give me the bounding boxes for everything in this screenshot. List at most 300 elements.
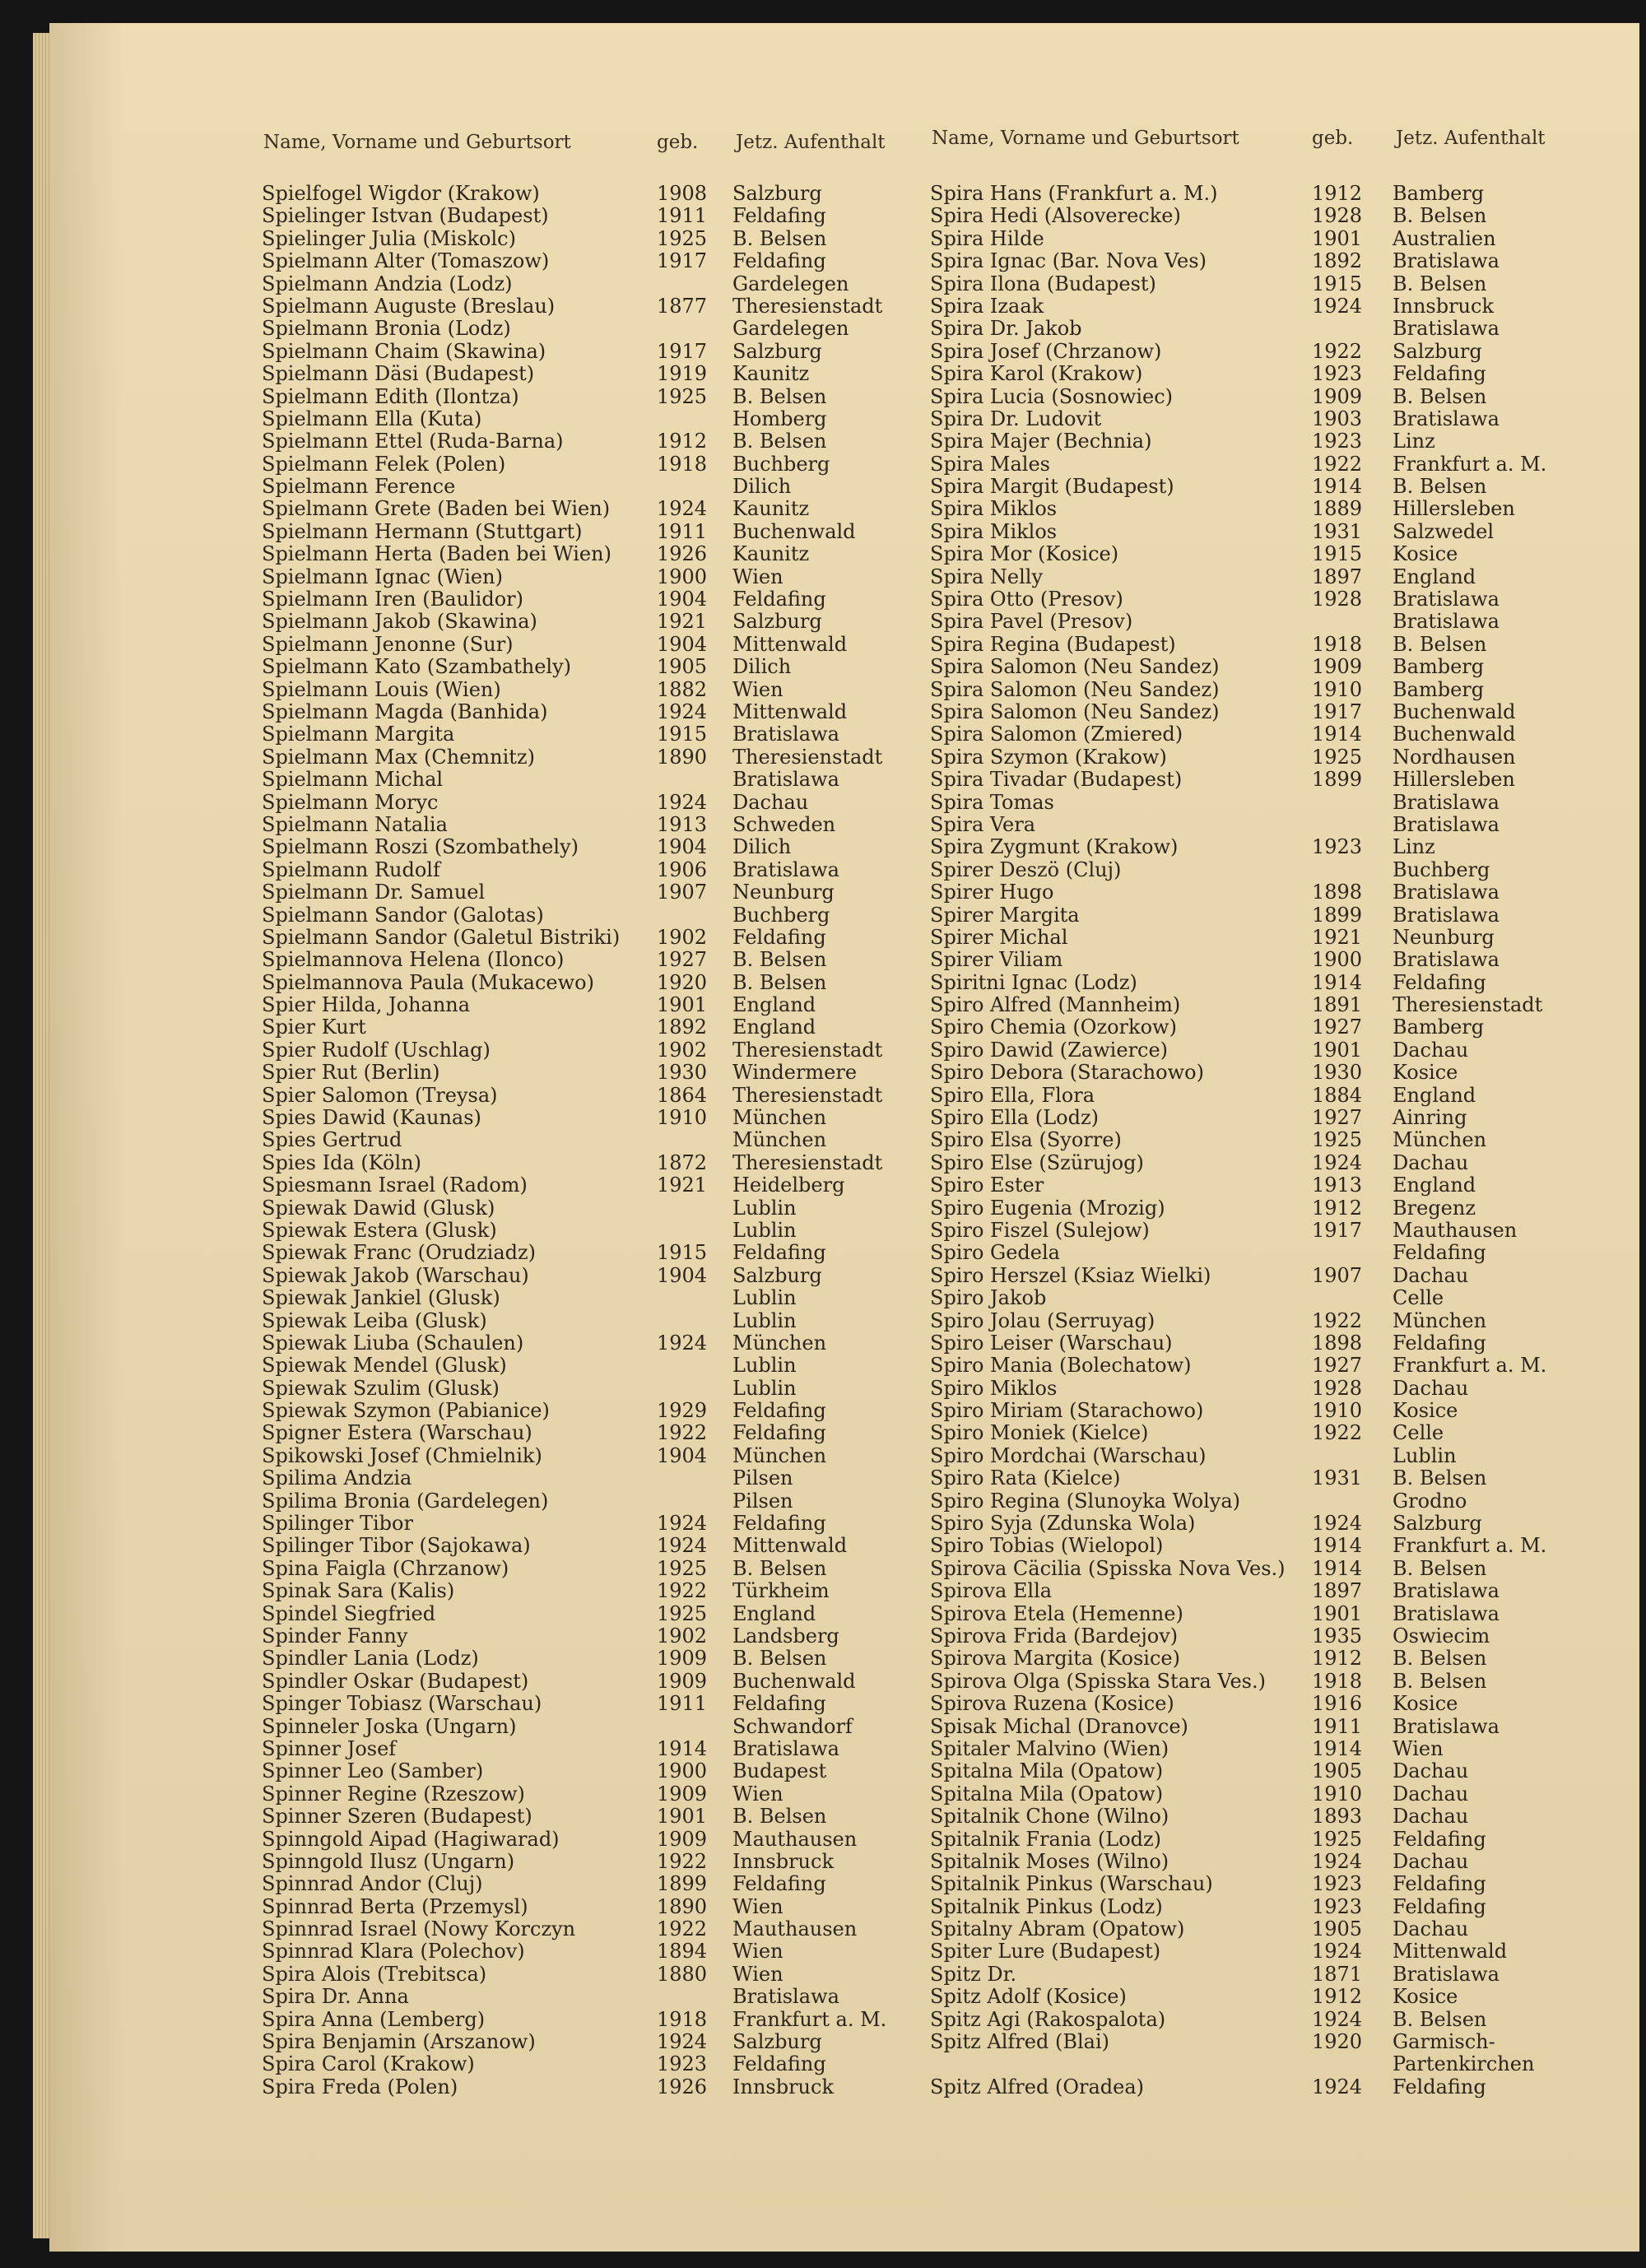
entry-residence: Buchberg <box>732 903 830 927</box>
entry-birth-year: 1914 <box>1312 723 1363 746</box>
entry-name: Spier Rudolf (Uschlag) <box>262 1038 491 1062</box>
entry-name: Spiro Chemia (Ozorkow) <box>930 1015 1177 1039</box>
entry-name: Spinner Regine (Rzeszow) <box>262 1782 525 1806</box>
entry-residence: Bamberg <box>1393 1015 1485 1039</box>
entry-name: Spinder Fanny <box>262 1624 408 1648</box>
entry-residence: Kosice <box>1393 542 1458 566</box>
entry-name: Spiewak Szulim (Glusk) <box>262 1376 500 1400</box>
entry-name: Spiro Alfred (Mannheim) <box>930 993 1181 1017</box>
entry-residence: Kosice <box>1393 1399 1458 1423</box>
entry-birth-year: 1904 <box>657 632 708 656</box>
entry-name: Spiro Syja (Zdunska Wola) <box>930 1512 1196 1536</box>
entry-birth-year: 1912 <box>1312 182 1363 205</box>
entry-name: Spitalnik Pinkus (Warschau) <box>930 1872 1213 1896</box>
entry-birth-year: 1928 <box>1312 588 1363 611</box>
entry-residence: B. Belsen <box>732 1556 827 1580</box>
entry-residence: Salzburg <box>732 182 822 205</box>
entry-birth-year: 1919 <box>657 362 708 386</box>
entry-residence: Windermere <box>732 1061 858 1085</box>
entry-birth-year: 1889 <box>1312 497 1363 521</box>
entry-birth-year: 1922 <box>1312 452 1363 476</box>
entry-birth-year: 1877 <box>657 294 708 318</box>
entry-name: Spira Josef (Chrzanow) <box>930 339 1162 363</box>
entry-name: Spier Kurt <box>262 1015 366 1039</box>
entry-residence: Frankfurt a. M. <box>732 2007 887 2031</box>
entry-residence: Feldafing <box>1393 1331 1486 1355</box>
entry-residence: Dachau <box>1393 1849 1469 1873</box>
entry-birth-year: 1918 <box>657 2007 708 2031</box>
left-header-geb: geb. <box>657 132 699 153</box>
entry-residence: Grodno <box>1393 1489 1467 1513</box>
entry-birth-year: 1922 <box>657 1849 708 1873</box>
entry-residence: Hillersleben <box>1393 768 1515 792</box>
entry-residence: B. Belsen <box>1393 1556 1487 1580</box>
entry-residence: Bratislawa <box>1393 1579 1500 1603</box>
entry-name: Spitz Alfred (Blai) <box>930 2030 1109 2054</box>
entry-name: Spira Lucia (Sosnowiec) <box>930 384 1174 408</box>
entry-residence: Buchenwald <box>732 1669 856 1693</box>
entry-name: Spiewak Estera (Glusk) <box>262 1218 497 1242</box>
left-header-name: Name, Vorname und Geburtsort <box>263 132 571 153</box>
entry-residence: Feldafing <box>1393 2075 1486 2098</box>
entry-residence: Bratislawa <box>1393 610 1500 634</box>
entry-residence: B. Belsen <box>1393 1647 1487 1671</box>
entry-residence: Innsbruck <box>1393 294 1494 318</box>
entry-residence: Lublin <box>1393 1443 1457 1467</box>
entry-name: Spielmann Chaim (Skawina) <box>262 339 546 363</box>
entry-name: Spira Margit (Budapest) <box>930 475 1174 499</box>
entry-residence: Schwandorf <box>732 1714 853 1738</box>
entry-birth-year: 1914 <box>1312 1556 1363 1580</box>
entry-name: Spielmann Jenonne (Sur) <box>262 632 514 656</box>
entry-name: Spira Hedi (Alsoverecke) <box>930 204 1181 228</box>
entry-residence: Budapest <box>732 1759 827 1783</box>
entry-birth-year: 1912 <box>657 430 708 453</box>
right-header-name: Name, Vorname und Geburtsort <box>932 128 1239 149</box>
entry-residence: Feldafing <box>1393 1872 1486 1896</box>
entry-name: Spiro Ella, Flora <box>930 1083 1095 1107</box>
entry-residence: Ainring <box>1393 1106 1467 1130</box>
entry-residence: Bamberg <box>1393 677 1485 701</box>
entry-name: Spira Otto (Presov) <box>930 588 1123 611</box>
entry-name: Spielmann Natalia <box>262 812 448 836</box>
entry-birth-year: 1922 <box>657 1917 708 1941</box>
entry-birth-year: 1935 <box>1312 1624 1363 1648</box>
entry-birth-year: 1909 <box>657 1647 708 1671</box>
entry-residence: Feldafing <box>732 1241 826 1265</box>
entry-residence: B. Belsen <box>1393 384 1487 408</box>
entry-birth-year: 1911 <box>657 519 708 543</box>
entry-residence: München <box>732 1443 827 1467</box>
entry-residence: Bratislawa <box>1393 1714 1500 1738</box>
entry-residence: Linz <box>1393 430 1435 453</box>
entry-birth-year: 1924 <box>657 790 708 814</box>
entry-residence: Bratislawa <box>1393 948 1500 972</box>
entry-residence: Feldafing <box>1393 1827 1486 1851</box>
entry-residence: München <box>1393 1308 1487 1332</box>
entry-name: Spinngold Ilusz (Ungarn) <box>262 1849 515 1873</box>
entry-name: Spitalny Abram (Opatow) <box>930 1917 1185 1941</box>
entry-residence: Dachau <box>1393 1782 1469 1806</box>
entry-name: Spira Ilona (Budapest) <box>930 272 1156 295</box>
entry-name: Spira Hans (Frankfurt a. M.) <box>930 182 1218 205</box>
entry-name: Spielmann Ignac (Wien) <box>262 565 503 588</box>
entry-residence: Dachau <box>1393 1263 1469 1287</box>
entry-residence: Kosice <box>1393 1061 1458 1085</box>
entry-name: Spielmann Jakob (Skawina) <box>262 610 537 634</box>
entry-residence: B. Belsen <box>732 970 827 994</box>
entry-birth-year: 1899 <box>1312 768 1363 792</box>
entry-name: Spira Dr. Anna <box>262 1985 409 2009</box>
entry-residence: Garmisch- <box>1393 2030 1495 2054</box>
entry-birth-year: 1924 <box>1312 1150 1363 1174</box>
entry-name: Spira Hilde <box>930 226 1044 250</box>
entry-residence: B. Belsen <box>732 1647 827 1671</box>
entry-name: Spilinger Tibor (Sajokawa) <box>262 1534 531 1558</box>
entry-name: Spinner Josef <box>262 1736 397 1760</box>
entry-residence: Celle <box>1393 1286 1444 1310</box>
entry-birth-year: 1920 <box>657 970 708 994</box>
entry-name: Spindler Lania (Lodz) <box>262 1647 479 1671</box>
entry-residence: Salzburg <box>732 1263 822 1287</box>
entry-birth-year: 1899 <box>1312 903 1363 927</box>
entry-residence: Buchberg <box>1393 857 1490 881</box>
entry-birth-year: 1891 <box>1312 993 1363 1017</box>
entry-birth-year: 1928 <box>1312 204 1363 228</box>
entry-name: Spira Mor (Kosice) <box>930 542 1119 566</box>
entry-name: Spielmann Sandor (Galetul Bistriki) <box>262 925 621 949</box>
entry-birth-year: 1924 <box>1312 294 1363 318</box>
entry-residence: Salzburg <box>732 2030 822 2054</box>
entry-birth-year: 1923 <box>1312 362 1363 386</box>
entry-residence: Bratislawa <box>732 857 839 881</box>
entry-birth-year: 1924 <box>1312 2075 1363 2098</box>
entry-name: Spinak Sara (Kalis) <box>262 1579 455 1603</box>
entry-birth-year: 1880 <box>657 1962 708 1986</box>
entry-birth-year: 1928 <box>1312 1376 1363 1400</box>
entry-birth-year: 1912 <box>1312 1985 1363 2009</box>
entry-residence: Bratislawa <box>1393 588 1500 611</box>
entry-birth-year: 1924 <box>1312 1512 1363 1536</box>
entry-residence: Salzburg <box>732 610 822 634</box>
entry-residence: Theresienstadt <box>732 1083 883 1107</box>
entry-birth-year: 1925 <box>657 1556 708 1580</box>
entry-birth-year: 1915 <box>657 723 708 746</box>
entry-name: Spitz Dr. <box>930 1962 1017 1986</box>
entry-birth-year: 1884 <box>1312 1083 1363 1107</box>
entry-name: Spigner Estera (Warschau) <box>262 1421 532 1445</box>
entry-residence: Frankfurt a. M. <box>1393 1354 1547 1378</box>
entry-name: Spinger Tobiasz (Warschau) <box>262 1692 542 1716</box>
entry-name: Spira Izaak <box>930 294 1044 318</box>
entry-name: Spielmann Bronia (Lodz) <box>262 317 511 341</box>
entry-residence: Wien <box>732 1940 783 1964</box>
entry-birth-year: 1924 <box>657 2030 708 2054</box>
entry-residence: Mauthausen <box>732 1917 858 1941</box>
entry-residence: Lublin <box>732 1286 797 1310</box>
entry-name: Spies Dawid (Kaunas) <box>262 1106 481 1130</box>
entry-birth-year: 1908 <box>657 182 708 205</box>
entry-birth-year: 1905 <box>1312 1759 1363 1783</box>
entry-birth-year: 1901 <box>657 993 708 1017</box>
entry-residence: Feldafing <box>1393 1894 1486 1918</box>
entry-residence: Innsbruck <box>732 2075 834 2098</box>
entry-birth-year: 1924 <box>1312 1849 1363 1873</box>
entry-residence: Türkheim <box>732 1579 830 1603</box>
entry-residence: Gardelegen <box>732 317 849 341</box>
entry-name: Spilinger Tibor <box>262 1512 413 1536</box>
entry-birth-year: 1911 <box>1312 1714 1363 1738</box>
entry-residence: Bregenz <box>1393 1196 1476 1220</box>
entry-name: Spiewak Leiba (Glusk) <box>262 1308 487 1332</box>
entry-residence: Bamberg <box>1393 182 1485 205</box>
entry-residence: Theresienstadt <box>1393 993 1543 1017</box>
entry-name: Spirova Cäcilia (Spisska Nova Ves.) <box>930 1556 1286 1580</box>
entry-name: Spirova Olga (Spisska Stara Ves.) <box>930 1669 1266 1693</box>
entry-residence: Linz <box>1393 835 1435 859</box>
entry-residence: Feldafing <box>732 1399 826 1423</box>
entry-birth-year: 1909 <box>1312 384 1363 408</box>
entry-birth-year: 1906 <box>657 857 708 881</box>
entry-name: Spira Salomon (Neu Sandez) <box>930 677 1220 701</box>
entry-name: Spielmann Louis (Wien) <box>262 677 501 701</box>
entry-name: Spitz Adolf (Kosice) <box>930 1985 1127 2009</box>
entry-birth-year: 1927 <box>1312 1106 1363 1130</box>
entry-birth-year: 1898 <box>1312 881 1363 904</box>
entry-birth-year: 1912 <box>1312 1647 1363 1671</box>
entry-name: Spiro Fiszel (Sulejow) <box>930 1218 1150 1242</box>
entry-birth-year: 1925 <box>1312 1827 1363 1851</box>
entry-name: Spiro Regina (Slunoyka Wolya) <box>930 1489 1241 1513</box>
entry-birth-year: 1930 <box>657 1061 708 1085</box>
entry-residence: Kosice <box>1393 1692 1458 1716</box>
entry-name: Spitz Alfred (Oradea) <box>930 2075 1145 2098</box>
entry-residence: Frankfurt a. M. <box>1393 1534 1547 1558</box>
entry-residence: B. Belsen <box>732 948 827 972</box>
entry-name: Spinnrad Klara (Polechov) <box>262 1940 525 1964</box>
entry-residence: Buchenwald <box>1393 723 1516 746</box>
entry-residence: Wien <box>732 1782 783 1806</box>
entry-birth-year: 1917 <box>657 339 708 363</box>
entry-name: Spiritni Ignac (Lodz) <box>930 970 1137 994</box>
entry-name: Spiro Dawid (Zawierce) <box>930 1038 1169 1062</box>
entry-birth-year: 1923 <box>1312 835 1363 859</box>
entry-residence: Pilsen <box>732 1489 793 1513</box>
entry-name: Spielmann Sandor (Galotas) <box>262 903 544 927</box>
entry-name: Spielmann Alter (Tomaszow) <box>262 249 550 273</box>
entry-residence: Wien <box>732 677 783 701</box>
entry-birth-year: 1925 <box>657 1601 708 1625</box>
entry-name: Spielmannova Paula (Mukacewo) <box>262 970 594 994</box>
entry-name: Spiro Else (Szürujog) <box>930 1150 1144 1174</box>
entry-residence: München <box>1393 1128 1487 1152</box>
entry-birth-year: 1922 <box>657 1579 708 1603</box>
entry-birth-year: 1931 <box>1312 519 1363 543</box>
entry-name: Spira Carol (Krakow) <box>262 2052 475 2076</box>
entry-name: Spiro Rata (Kielce) <box>930 1466 1121 1490</box>
entry-name: Spiewak Szymon (Pabianice) <box>262 1399 550 1423</box>
entry-name: Spitalna Mila (Opatow) <box>930 1759 1164 1783</box>
entry-name: Spirova Ella <box>930 1579 1053 1603</box>
entry-birth-year: 1929 <box>657 1399 708 1423</box>
entry-residence: Lublin <box>732 1376 797 1400</box>
entry-name: Spira Pavel (Presov) <box>930 610 1133 634</box>
entry-name: Spiewak Mendel (Glusk) <box>262 1354 507 1378</box>
entry-name: Spiewak Dawid (Glusk) <box>262 1196 495 1220</box>
entry-name: Spielmann Magda (Banhida) <box>262 699 548 723</box>
entry-residence: Mauthausen <box>1393 1218 1518 1242</box>
entry-birth-year: 1907 <box>657 881 708 904</box>
entry-name: Spier Salomon (Treysa) <box>262 1083 498 1107</box>
entry-birth-year: 1915 <box>1312 542 1363 566</box>
entry-residence: Bratislawa <box>732 1736 839 1760</box>
entry-name: Spira Szymon (Krakow) <box>930 745 1167 769</box>
entry-name: Spiro Mordchai (Warschau) <box>930 1443 1207 1467</box>
entry-residence: Theresienstadt <box>732 294 883 318</box>
entry-name: Spiro Eugenia (Mrozig) <box>930 1196 1165 1220</box>
entry-birth-year: 1890 <box>657 1894 708 1918</box>
entry-residence: B. Belsen <box>1393 204 1487 228</box>
entry-name: Spitalna Mila (Opatow) <box>930 1782 1164 1806</box>
entry-birth-year: 1911 <box>657 204 708 228</box>
entry-name: Spitaler Malvino (Wien) <box>930 1736 1169 1760</box>
entry-birth-year: 1918 <box>1312 632 1363 656</box>
entry-birth-year: 1917 <box>657 249 708 273</box>
entry-name: Spies Gertrud <box>262 1128 402 1152</box>
entry-birth-year: 1925 <box>1312 745 1363 769</box>
entry-name: Spindler Oskar (Budapest) <box>262 1669 529 1693</box>
entry-birth-year: 1900 <box>1312 948 1363 972</box>
entry-birth-year: 1892 <box>1312 249 1363 273</box>
entry-name: Spielmann Michal <box>262 768 444 792</box>
entry-name: Spiewak Jakob (Warschau) <box>262 1263 529 1287</box>
entry-residence: Mittenwald <box>732 699 848 723</box>
entry-birth-year: 1893 <box>1312 1805 1363 1829</box>
entry-name: Spira Salomon (Zmiered) <box>930 723 1183 746</box>
entry-birth-year: 1915 <box>657 1241 708 1265</box>
entry-residence: Nordhausen <box>1393 745 1516 769</box>
entry-name: Spira Zygmunt (Krakow) <box>930 835 1179 859</box>
entry-name: Spira Dr. Ludovit <box>930 407 1102 430</box>
entry-birth-year: 1930 <box>1312 1061 1363 1085</box>
entry-residence: Pilsen <box>732 1466 793 1490</box>
entry-residence: Dachau <box>1393 1759 1469 1783</box>
entry-residence: Lublin <box>732 1196 797 1220</box>
entry-birth-year: 1904 <box>657 588 708 611</box>
entry-birth-year: 1892 <box>657 1015 708 1039</box>
entry-residence: München <box>732 1106 827 1130</box>
entry-name: Spiro Tobias (Wielopol) <box>930 1534 1164 1558</box>
entry-residence: Oswiecim <box>1393 1624 1490 1648</box>
entry-name: Spielinger Istvan (Budapest) <box>262 204 549 228</box>
entry-name: Spielmann Dr. Samuel <box>262 881 486 904</box>
entry-residence: Salzwedel <box>1393 519 1495 543</box>
entry-birth-year: 1909 <box>1312 655 1363 679</box>
entry-residence: Australien <box>1393 226 1496 250</box>
entry-residence: Bratislawa <box>1393 317 1500 341</box>
entry-name: Spiewak Jankiel (Glusk) <box>262 1286 500 1310</box>
right-header-geb: geb. <box>1312 128 1354 149</box>
entry-residence: Theresienstadt <box>732 1038 883 1062</box>
entry-name: Spira Karol (Krakow) <box>930 362 1143 386</box>
entry-birth-year: 1924 <box>657 497 708 521</box>
entry-name: Spira Miklos <box>930 519 1058 543</box>
entry-birth-year: 1898 <box>1312 1331 1363 1355</box>
entry-residence: B. Belsen <box>732 430 827 453</box>
entry-residence: Dilich <box>732 655 792 679</box>
entry-birth-year: 1924 <box>657 1534 708 1558</box>
entry-residence: Lublin <box>732 1354 797 1378</box>
entry-birth-year: 1924 <box>657 1331 708 1355</box>
entry-name: Spirova Etela (Hemenne) <box>930 1601 1183 1625</box>
entry-birth-year: 1901 <box>1312 1038 1363 1062</box>
entry-birth-year: 1931 <box>1312 1466 1363 1490</box>
entry-name: Spira Tomas <box>930 790 1054 814</box>
entry-name: Spira Majer (Bechnia) <box>930 430 1152 453</box>
entry-name: Spielmann Max (Chemnitz) <box>262 745 535 769</box>
entry-birth-year: 1901 <box>657 1805 708 1829</box>
entry-residence: Bratislawa <box>732 768 839 792</box>
entry-residence: Wien <box>732 565 783 588</box>
entry-residence: B. Belsen <box>1393 475 1487 499</box>
entry-name: Spina Faigla (Chrzanow) <box>262 1556 509 1580</box>
entry-name: Spira Alois (Trebitsca) <box>262 1962 487 1986</box>
entry-name: Spikowski Josef (Chmielnik) <box>262 1443 542 1467</box>
entry-birth-year: 1909 <box>657 1782 708 1806</box>
entry-residence: Dilich <box>732 475 792 499</box>
entry-birth-year: 1909 <box>657 1827 708 1851</box>
entry-residence: Bratislawa <box>1393 249 1500 273</box>
entry-birth-year: 1917 <box>1312 1218 1363 1242</box>
entry-residence: Buchberg <box>732 452 830 476</box>
entry-name: Spiter Lure (Budapest) <box>930 1940 1161 1964</box>
entry-name: Spira Salomon (Neu Sandez) <box>930 699 1220 723</box>
entry-residence: Dachau <box>1393 1376 1469 1400</box>
entry-birth-year: 1923 <box>1312 430 1363 453</box>
entry-residence: B. Belsen <box>1393 2007 1487 2031</box>
entry-name: Spirer Michal <box>930 925 1068 949</box>
entry-birth-year: 1925 <box>1312 1128 1363 1152</box>
entry-name: Spiewak Franc (Orudziadz) <box>262 1241 536 1265</box>
entry-birth-year: 1909 <box>657 1669 708 1693</box>
entry-birth-year: 1922 <box>657 1421 708 1445</box>
entry-name: Spitalnik Chone (Wilno) <box>930 1805 1169 1829</box>
entry-name: Spielmann Moryc <box>262 790 439 814</box>
entry-residence: Bratislawa <box>1393 1962 1500 1986</box>
entry-birth-year: 1910 <box>1312 1399 1363 1423</box>
entry-residence: England <box>1393 1083 1476 1107</box>
entry-birth-year: 1915 <box>1312 272 1363 295</box>
entry-birth-year: 1927 <box>1312 1354 1363 1378</box>
entry-birth-year: 1913 <box>657 812 708 836</box>
entry-birth-year: 1924 <box>1312 1940 1363 1964</box>
entry-residence: B. Belsen <box>732 1805 827 1829</box>
entry-residence: Feldafing <box>732 2052 826 2076</box>
entry-name: Spielfogel Wigdor (Krakow) <box>262 182 540 205</box>
entry-name: Spilima Bronia (Gardelegen) <box>262 1489 549 1513</box>
entry-residence: Feldafing <box>732 1512 826 1536</box>
entry-birth-year: 1916 <box>1312 1692 1363 1716</box>
entry-residence: Mittenwald <box>1393 1940 1508 1964</box>
entry-name: Spinnrad Israel (Nowy Korczyn <box>262 1917 576 1941</box>
entry-name: Spielmann Andzia (Lodz) <box>262 272 513 295</box>
entry-name: Spira Freda (Polen) <box>262 2075 458 2098</box>
entry-name: Spiro Leiser (Warschau) <box>930 1331 1173 1355</box>
entry-name: Spies Ida (Köln) <box>262 1150 422 1174</box>
entry-residence: Bratislawa <box>1393 790 1500 814</box>
entry-birth-year: 1918 <box>657 452 708 476</box>
entry-residence: Bratislawa <box>1393 881 1500 904</box>
